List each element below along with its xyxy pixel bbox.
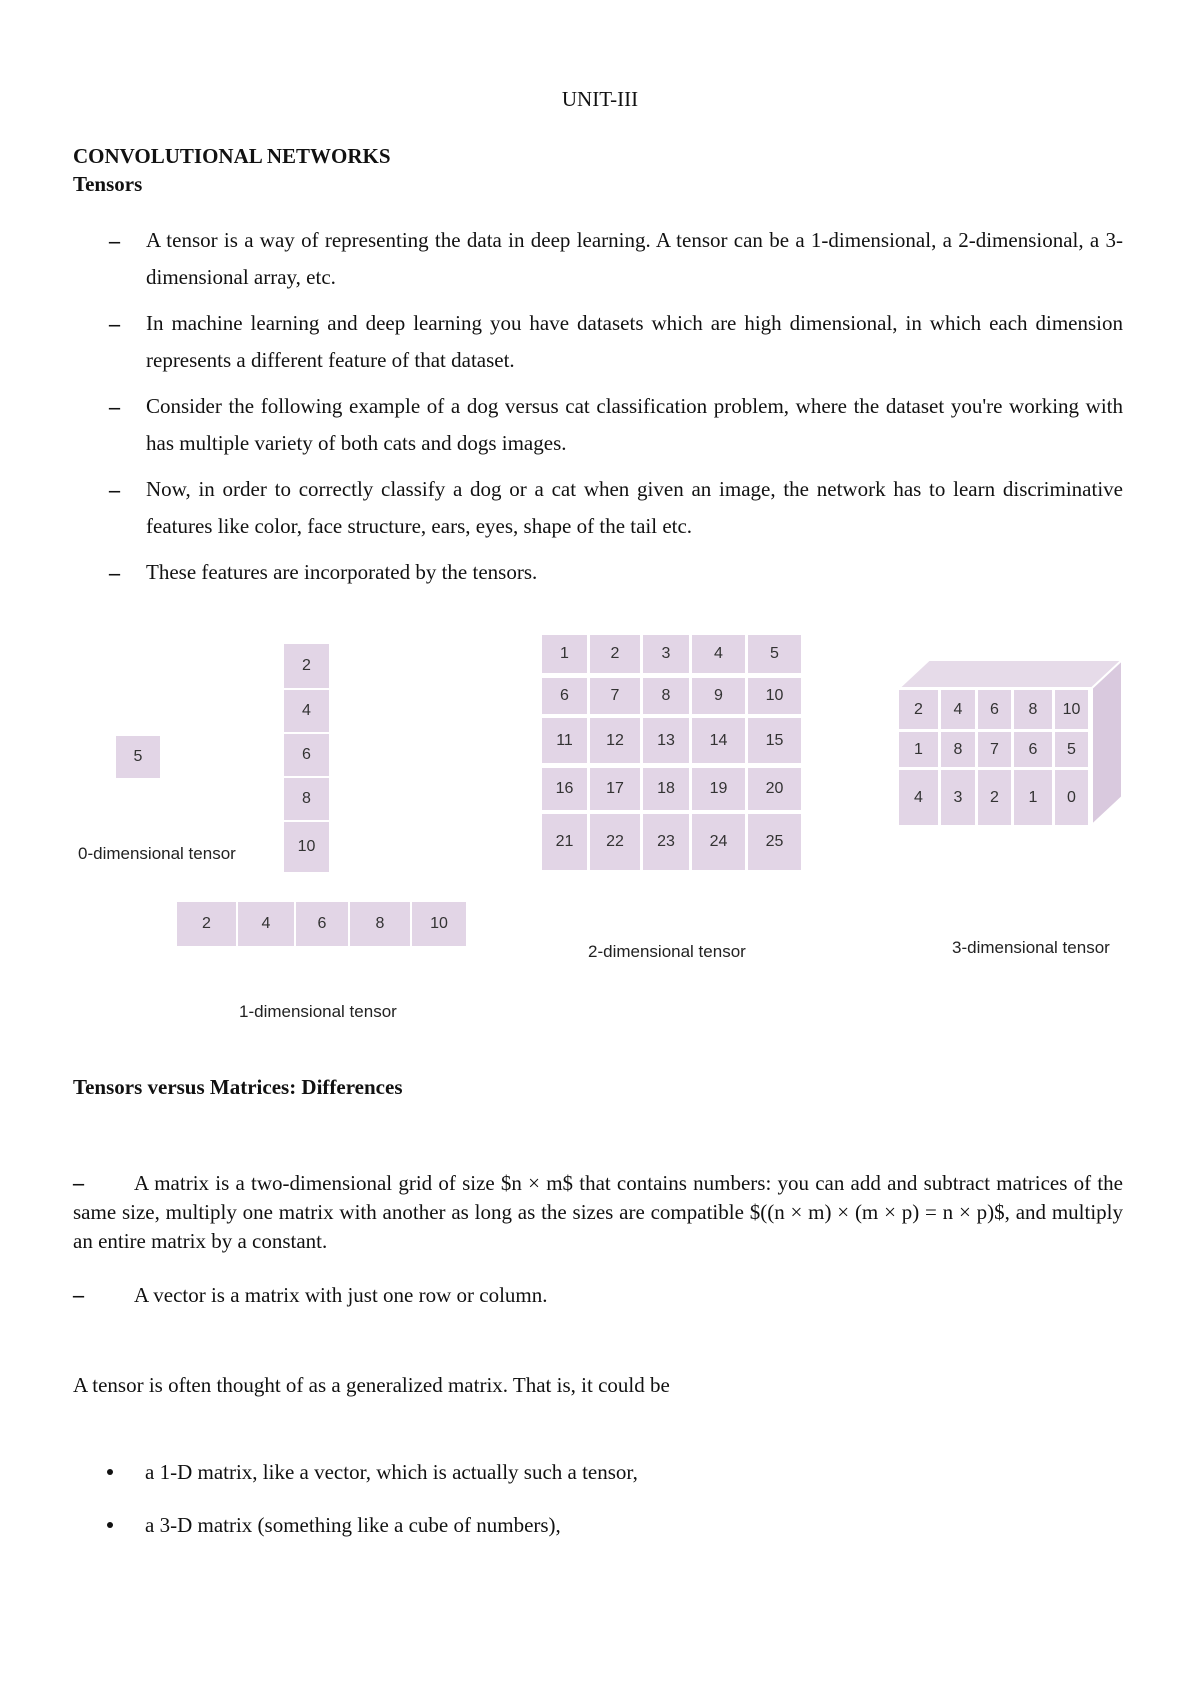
tensor-2d-cell: 12 — [590, 718, 640, 763]
tensor-2d-cell: 20 — [748, 768, 801, 810]
vector-definition — [73, 1280, 1123, 1310]
section2-title: Tensors versus Matrices: Differences — [73, 1075, 403, 1099]
tensor-2d-cell: 22 — [590, 814, 640, 870]
tensor-1d-column-cell: 10 — [284, 822, 329, 872]
list-item — [73, 1280, 1123, 1310]
tensor-2d-cell: 10 — [748, 678, 801, 714]
cube-side-face — [1092, 660, 1122, 825]
tensor-2d-cell: 15 — [748, 718, 801, 763]
label-2d-tensor: 2-dimensional tensor — [588, 942, 746, 961]
label-1d-tensor: 1-dimensional tensor — [239, 1002, 397, 1021]
tensor-1d-row-cell: 2 — [177, 902, 236, 946]
dash-marker: – — [109, 311, 120, 336]
list-item-text: A vector is a matrix with just one row or column. — [134, 1283, 548, 1307]
bullet-icon — [107, 1469, 113, 1475]
list-item-text: These features are incorporated by the tensors. — [146, 560, 538, 584]
list-item-text: Now, in order to correctly classify a dog or a cat when given an image, the network has to learn discriminative features like color, face structure, ears, eyes, shape of the tail etc. — [146, 477, 1123, 538]
cube-top-face — [899, 660, 1122, 688]
tensor-0d-cell: 5 — [116, 736, 160, 778]
tensor-3d-cell: 1 — [899, 732, 938, 767]
tensor-2d-cell: 11 — [542, 718, 587, 763]
list-item-text: A tensor is a way of representing the data in deep learning. A tensor can be a 1-dimensional, a 2-dimensional, a 3-dimensional array, etc. — [146, 228, 1123, 289]
tensor-2d-cell: 21 — [542, 814, 587, 870]
tensor-1d-column-cell: 4 — [284, 690, 329, 732]
matrix-definition — [73, 1168, 1123, 1256]
tensor-3d-cell: 2 — [978, 770, 1011, 825]
tensor-3d-cell: 6 — [978, 690, 1011, 729]
chapter-title: CONVOLUTIONAL NETWORKS — [73, 144, 391, 168]
tensor-2d-cell: 4 — [692, 635, 745, 673]
tensor-2d-cell: 6 — [542, 678, 587, 714]
section-title: Tensors — [73, 172, 143, 196]
tensor-2d-cell: 17 — [590, 768, 640, 810]
tensor-3d-cell: 2 — [899, 690, 938, 729]
tensor-2d-cell: 7 — [590, 678, 640, 714]
tensor-3d-cell: 7 — [978, 732, 1011, 767]
tensor-3d-cell: 4 — [941, 690, 975, 729]
tensor-1d-column-cell: 6 — [284, 734, 329, 776]
tensor-2d-cell: 24 — [692, 814, 745, 870]
dash-marker: – — [109, 228, 120, 253]
dash-marker: – — [73, 1170, 84, 1195]
tensor-2d-cell: 1 — [542, 635, 587, 673]
tensor-3d-cell: 6 — [1014, 732, 1052, 767]
tensor-1d-row-cell: 6 — [296, 902, 348, 946]
tensor-3d-cell: 5 — [1055, 732, 1088, 767]
label-3d-tensor: 3-dimensional tensor — [952, 938, 1110, 957]
tensor-2d-cell: 8 — [643, 678, 689, 714]
tensor-3d-cell: 0 — [1055, 770, 1088, 825]
tensor-2d-cell: 3 — [643, 635, 689, 673]
tensor-2d-cell: 16 — [542, 768, 587, 810]
tensor-2d-cell: 19 — [692, 768, 745, 810]
tensor-3d-cell: 8 — [1014, 690, 1052, 729]
tensor-3d-cell: 8 — [941, 732, 975, 767]
tensor-1d-column-cell: 2 — [284, 644, 329, 688]
tensor-2d-cell: 9 — [692, 678, 745, 714]
label-0d-tensor: 0-dimensional tensor — [78, 844, 236, 863]
tensor-3d-cell: 4 — [899, 770, 938, 825]
list-item-text: Consider the following example of a dog versus cat classification problem, where the dataset you're working with has multiple variety of both cats and dogs images. — [146, 394, 1123, 455]
tensor-3d-cell: 10 — [1055, 690, 1088, 729]
tensor-2d-cell: 14 — [692, 718, 745, 763]
tensor-1d-column-cell: 8 — [284, 778, 329, 820]
list-item-text: a 3-D matrix (something like a cube of numbers), — [145, 1513, 561, 1537]
tensor-1d-row-cell: 4 — [238, 902, 294, 946]
tensor-2d-cell: 25 — [748, 814, 801, 870]
list-item-text: In machine learning and deep learning you have datasets which are high dimensional, in which each dimension represents a different feature of that dataset. — [146, 311, 1123, 372]
list-item-text: A matrix is a two-dimensional grid of size $n × m$ that contains numbers: you can add and subtract matrices of the same size, multiply one matrix with another as long as the sizes are compatible $((n × m) × (m × p) = n × p)$, and multiply an entire matrix by a constant. — [73, 1171, 1123, 1253]
list-item-text: a 1-D matrix, like a vector, which is actually such a tensor, — [145, 1460, 638, 1484]
dash-marker: – — [109, 560, 120, 585]
tensor-2d-cell: 13 — [643, 718, 689, 763]
dash-marker: – — [73, 1282, 84, 1307]
tensor-2d-cell: 2 — [590, 635, 640, 673]
tensor-3d-cell: 1 — [1014, 770, 1052, 825]
generalized-matrix-paragraph: A tensor is often thought of as a generalized matrix. That is, it could be — [73, 1373, 670, 1397]
dash-marker: – — [109, 477, 120, 502]
tensor-2d-cell: 18 — [643, 768, 689, 810]
unit-title: UNIT-III — [561, 87, 639, 111]
tensor-2d-cell: 23 — [643, 814, 689, 870]
bullet-icon — [107, 1522, 113, 1528]
list-item — [73, 1168, 1123, 1256]
tensor-3d-cell: 3 — [941, 770, 975, 825]
tensor-1d-row-cell: 10 — [412, 902, 466, 946]
tensor-1d-row-cell: 8 — [350, 902, 410, 946]
dash-marker: – — [109, 394, 120, 419]
tensor-2d-cell: 5 — [748, 635, 801, 673]
